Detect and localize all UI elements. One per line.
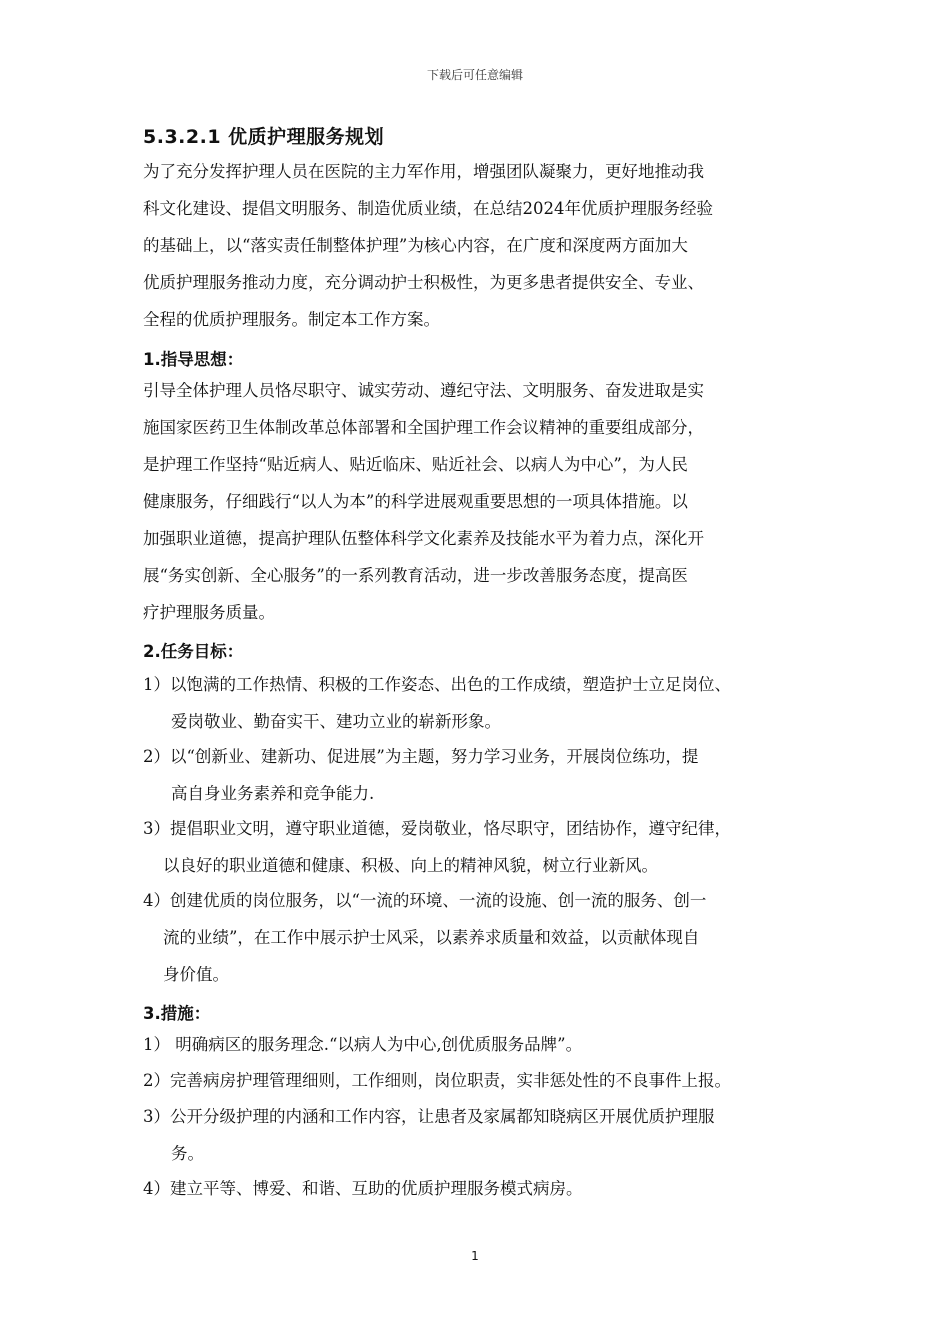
list-item — [143, 882, 823, 993]
list-item-line: 务。 — [171, 1144, 204, 1163]
list-item — [143, 738, 823, 812]
text-line: 疗护理服务质量。 — [143, 603, 275, 622]
list-item-line: 3）公开分级护理的内涵和工作内容，让患者及家属都知晓病区开展优质护理服 — [143, 1107, 715, 1126]
page-header: 下载后可任意编辑 — [426, 68, 523, 82]
list-item-line: 身价值。 — [163, 965, 229, 984]
list-item-line: 3）提倡职业文明，遵守职业道德，爱岗敬业，恪尽职守，团结协作，遵守纪律， — [143, 819, 731, 838]
list-item-line: 1） 明确病区的服务理念.“以病人为中心,创优质服务品牌”。 — [143, 1035, 583, 1054]
section-title: 5.3.2.1 优质护理服务规划 — [143, 126, 385, 148]
heading-task-goals: 2.任务目标： — [143, 642, 244, 661]
text-line: 为了充分发挥护理人员在医院的主力军作用，增强团队凝聚力，更好地推动我 — [143, 162, 704, 181]
text-line: 展“务实创新、全心服务”的一系列教育活动，进一步改善服务态度，提高医 — [143, 566, 688, 585]
list-item-line: 4）建立平等、博爱、和谐、互助的优质护理服务模式病房。 — [143, 1179, 583, 1198]
text-line: 的基础上，以“落实责任制整体护理”为核心内容，在广度和深度两方面加大 — [143, 236, 688, 255]
text-line: 是护理工作坚持“贴近病人、贴近临床、贴近社会、以病人为中心”，为人民 — [143, 455, 688, 474]
text-line: 施国家医药卫生体制改革总体部署和全国护理工作会议精神的重要组成部分， — [143, 418, 704, 437]
list-item-line: 4）创建优质的岗位服务，以“一流的环境、一流的设施、创一流的服务、创一 — [143, 891, 707, 910]
guiding-ideology-paragraph — [143, 372, 813, 631]
list-item — [143, 1026, 823, 1063]
list-item — [143, 666, 823, 740]
text-line: 引导全体护理人员恪尽职守、诚实劳动、遵纪守法、文明服务、奋发进取是实 — [143, 381, 704, 400]
text-line: 科文化建设、提倡文明服务、制造优质业绩，在总结2024年优质护理服务经验 — [143, 199, 713, 218]
list-item-line: 2）以“创新业、建新功、促进展”为主题，努力学习业务，开展岗位练功，提 — [143, 747, 699, 766]
list-item-line: 高自身业务素养和竞争能力. — [171, 784, 375, 803]
list-item — [143, 1170, 823, 1207]
heading-guiding-ideology: 1.指导思想： — [143, 350, 244, 369]
page-number: 1 — [471, 1249, 479, 1263]
intro-paragraph — [143, 153, 813, 338]
list-item-line: 流的业绩”，在工作中展示护士风采，以素养求质量和效益，以贡献体现自 — [163, 928, 700, 947]
list-item — [143, 1062, 823, 1099]
list-item — [143, 810, 823, 884]
list-item-line: 以良好的职业道德和健康、积极、向上的精神风貌，树立行业新风。 — [163, 856, 658, 875]
heading-measures: 3.措施： — [143, 1004, 211, 1023]
list-item-line: 2）完善病房护理管理细则，工作细则，岗位职责，实非惩处性的不良事件上报。 — [143, 1071, 731, 1090]
list-item — [143, 1098, 823, 1172]
text-line: 加强职业道德，提高护理队伍整体科学文化素养及技能水平为着力点，深化开 — [143, 529, 704, 548]
list-item-line: 1）以饱满的工作热情、积极的工作姿态、出色的工作成绩，塑造护士立足岗位、 — [143, 675, 731, 694]
list-item-line: 爱岗敬业、勤奋实干、建功立业的崭新形象。 — [171, 712, 501, 731]
text-line: 健康服务，仔细践行“以人为本”的科学进展观重要思想的一项具体措施。以 — [143, 492, 688, 511]
text-line: 全程的优质护理服务。制定本工作方案。 — [143, 310, 440, 329]
text-line: 优质护理服务推动力度，充分调动护士积极性，为更多患者提供安全、专业、 — [143, 273, 704, 292]
